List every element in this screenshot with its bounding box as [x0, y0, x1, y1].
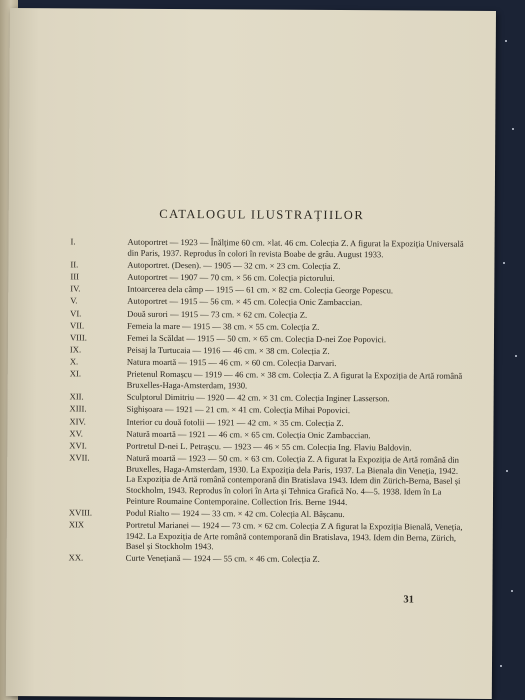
page-title: CATALOGUL ILUSTRAȚIILOR — [159, 206, 365, 223]
entry-text: Natură moartă — 1921 — 46 cm. × 65 cm. Colecția Onic Zambaccian. — [126, 428, 371, 441]
background-speck — [505, 40, 507, 42]
entry-text: Femei la Scăldat — 1915 — 50 cm. × 65 cm. Colecția D-nei Zoe Popovici. — [126, 332, 387, 345]
entry-text: Femeia la mare — 1915 — 38 cm. × 55 cm. Colecția Z. — [127, 320, 320, 332]
entry-number: VI. — [70, 307, 82, 318]
entry-number: XII. — [69, 391, 84, 402]
page-number: 31 — [403, 594, 414, 606]
entry-number: I. — [70, 236, 76, 247]
entry-text: Două surori — 1915 — 73 cm. × 62 cm. Colecția Z. — [127, 308, 308, 320]
entry-number: XX. — [68, 552, 84, 563]
background-speck — [511, 590, 513, 592]
entry-text: Sighișoara — 1921 — 21 cm. × 41 cm. Colecția Mihai Popovici. — [126, 404, 351, 416]
background-speck — [503, 262, 505, 264]
entry-number: IX. — [69, 344, 82, 355]
entry-text: Portretul D-nei L. Petrașcu. — 1923 — 46 × 55 cm. Colecția Ing. Flaviu Baldovin. — [126, 440, 412, 453]
entry-text: Curte Venețiană — 1924 — 55 cm. × 46 cm. Colecția Z. — [125, 553, 320, 565]
catalog-entry — [69, 519, 469, 553]
entry-text: Sculptorul Dimitriu — 1920 — 42 cm. × 31 cm. Colecția Inginer Lasserson. — [126, 391, 390, 404]
catalog-entry — [70, 344, 470, 357]
entry-text: Natură moartă — 1923 — 50 cm. × 63 cm. Colecția Z. A figurat la Expoziția de Artă română din Bruxelles, Haga-Amsterdam, 1930. La Expoziția dela Paris, 1937. La Bienala din Veneția, 1942. La Expoziția de Artă română contemporană din Bratislava 1943. Idem din Zürich-Berna, Basel și Stockholm, 1943. Reprodus în colori în Arta și Tehnica Grafică No. 4—5. 1938. Idem în La Peinture Roumaine Contemporaine. Collection Iris. Berne 1944. — [125, 452, 461, 507]
catalog-entry — [70, 320, 470, 333]
catalog-entry — [70, 404, 470, 417]
entry-number: VII. — [70, 320, 85, 331]
background-speck — [515, 355, 517, 357]
catalog-entry — [70, 332, 470, 345]
entry-text: Autoportret — 1907 — 70 cm. × 56 cm. Colecția pictorului. — [127, 271, 335, 283]
catalog-entry — [70, 369, 470, 393]
entry-number: XIV. — [69, 415, 86, 427]
catalog-entry — [69, 416, 469, 429]
entry-number: XVIII. — [68, 507, 93, 518]
entry-number: XI. — [69, 368, 82, 379]
entry-text: Autoportret — 1923 — Înălțime 60 cm. ×lat. 46 cm. Colecția Z. A figurat la Expoziția Universală din Paris, 1937. Reprodus în colori în revista Boabe de grâu. August 1933. — [127, 236, 464, 259]
entry-text: Peisaj la Turtucaia — 1916 — 46 cm. × 38 cm. Colecția Z. — [126, 344, 330, 357]
entry-number: X. — [69, 356, 79, 367]
entry-text: Prietenul Romașcu — 1919 — 46 cm. × 38 cm. Colecția Z. A figurat la Expoziția de Artă română Bruxelles-Haga-Amsterdam, 1930. — [126, 369, 463, 391]
catalog-entry — [70, 271, 470, 284]
catalog-entry — [69, 428, 469, 441]
entry-text: Autoportret. (Desen). — 1905 — 32 cm. × 23 cm. Colecția Z. — [127, 259, 341, 271]
entry-text: Interior cu două fotolii — 1921 — 42 cm. × 35 cm. Colecția Z. — [126, 416, 344, 428]
catalog-entry — [70, 308, 470, 321]
catalog-entry — [69, 507, 469, 520]
entry-number: XVII. — [69, 452, 90, 463]
entry-number: VIII. — [69, 332, 87, 343]
entry-number: IV. — [70, 283, 81, 294]
entry-text: Intoarcerea dela câmp — 1915 — 61 cm. × 82 cm. Colecția George Popescu. — [127, 283, 394, 296]
catalog-entry — [69, 553, 469, 566]
entry-number: XV. — [69, 428, 83, 439]
catalog-entry — [70, 259, 470, 272]
entry-text: Autoportret — 1915 — 56 cm. × 45 cm. Colecția Onic Zambaccian. — [127, 296, 363, 308]
background-speck — [500, 665, 502, 667]
catalog-entries — [69, 236, 471, 567]
catalog-page — [6, 8, 496, 699]
background-speck — [506, 470, 508, 472]
catalog-entry — [69, 453, 469, 508]
entry-text: Podul Rialto — 1924 — 33 cm. × 42 cm. Colecția Al. Bâșcanu. — [125, 507, 345, 519]
entry-number: XIII. — [69, 403, 87, 414]
catalog-entry — [69, 440, 469, 453]
background-speck — [512, 128, 514, 130]
entry-number: XIX — [68, 519, 85, 530]
entry-number: XVI. — [69, 440, 87, 451]
catalog-entry — [70, 296, 470, 309]
catalog-entry — [70, 284, 470, 297]
catalog-entry — [70, 357, 470, 370]
entry-number: II. — [70, 259, 79, 270]
catalog-entry — [70, 392, 470, 405]
entry-text: Natura moartă — 1915 — 46 cm. × 60 cm. Colecția Darvari. — [126, 357, 337, 369]
entry-text: Portretul Marianei — 1924 — 73 cm. × 62 cm. Colecția Z A figurat la Expoziția Bienală, Veneția, 1942. La Expoziția de Arte română contemporană din Bratislava, 1943. Idem din Berna, Zürich, Basel și Stockholm 1943. — [125, 519, 463, 552]
entry-number: III — [70, 271, 79, 282]
entry-number: V. — [70, 295, 78, 306]
catalog-entry — [70, 236, 470, 260]
